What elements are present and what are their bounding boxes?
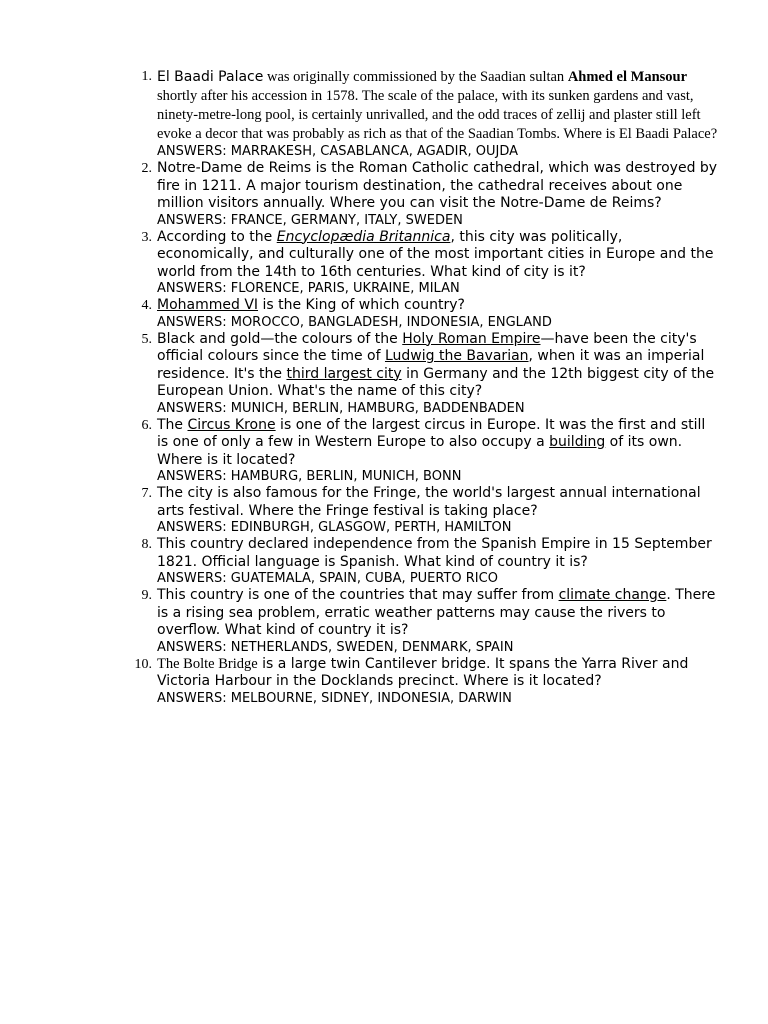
answer-options: ANSWERS: MUNICH, BERLIN, HAMBURG, BADDENBADEN	[157, 400, 525, 416]
answer-options: ANSWERS: MELBOURNE, SIDNEY, INDONESIA, DARWIN	[157, 690, 512, 706]
question-number: 3.	[141, 229, 152, 245]
answer-options: ANSWERS: MOROCCO, BANGLADESH, INDONESIA, ENGLAND	[157, 314, 552, 330]
question-text: Notre-Dame de Reims is the Roman Catholic cathedral, which was destroyed by fire in 1211. A major tourism destination, the cathedral receives about one million visitors annually. Where you can visit the Notre-Dame de Reims?	[157, 160, 718, 211]
question-text-segment: . There is a rising sea problem, erratic weather patterns may cause the rivers to overflow. What kind of country it is?	[157, 587, 716, 638]
question-item	[130, 587, 720, 656]
answer-options: ANSWERS: MARRAKESH, CASABLANCA, AGADIR, OUJDA	[157, 144, 519, 159]
answer-options: ANSWERS: NETHERLANDS, SWEDEN, DENMARK, SPAIN	[157, 639, 514, 655]
question-text	[157, 331, 720, 401]
link-holy-roman-empire[interactable]: Holy Roman Empire	[402, 330, 541, 347]
question-text-segment: The Bolte Bridge	[157, 655, 258, 672]
question-item	[130, 536, 720, 587]
link-mohammed-vi[interactable]: Mohammed VI	[157, 297, 259, 313]
question-number: 9.	[141, 588, 152, 603]
link-building[interactable]: building	[549, 434, 606, 450]
question-text-segment: According to the	[157, 228, 277, 245]
question-text-segment: shortly after his accession in 1578. The scale of the palace, with its sunken gardens and vast, ninety-metre-long pool, is certainly unrivalled, and the odd traces of zellij and plaster still left evoke a decor that was probably as rich as that of the Saadian Tombs. Where is El Baadi Palace?	[157, 88, 718, 142]
question-item	[130, 68, 720, 160]
question-text-segment: is a large twin Cantilever bridge. It spans the Yarra River and Victoria Harbour in the Docklands precinct. Where is it located?	[157, 655, 689, 689]
question-number: 8.	[141, 537, 152, 552]
question-text-segment: was originally commissioned by the Saadian sultan	[263, 69, 568, 85]
link-circus-krone[interactable]: Circus Krone	[187, 416, 276, 433]
question-number: 1.	[141, 69, 152, 84]
question-text-segment: , this city was politically, economically, and culturally one of the most important cities in Europe and the world from the 14th to 16th centuries. What kind of city is it?	[157, 228, 714, 280]
question-number: 5.	[141, 331, 152, 347]
question-text-segment: —have been the city's official colours since the time of	[157, 330, 697, 364]
answer-options: ANSWERS: FRANCE, GERMANY, ITALY, SWEDEN	[157, 212, 463, 228]
question-text	[157, 587, 720, 640]
question-text-segment: is the King of which country?	[258, 297, 465, 313]
question-item	[130, 656, 720, 707]
question-item	[130, 229, 720, 298]
question-item	[130, 160, 720, 229]
question-number: 7.	[141, 486, 152, 501]
question-text-segment: , when it was an imperial residence. It's the	[157, 348, 705, 382]
question-text	[157, 229, 720, 282]
question-text-segment: of its own. Where is it located?	[157, 434, 683, 468]
answer-options: ANSWERS: FLORENCE, PARIS, UKRAINE, MILAN	[157, 281, 460, 296]
question-text-bold: Ahmed el Mansour	[567, 69, 688, 85]
question-text	[157, 68, 720, 144]
answer-options: ANSWERS: EDINBURGH, GLASGOW, PERTH, HAMILTON	[157, 520, 512, 535]
question-text-segment: Black and gold—the colours of the	[157, 330, 403, 347]
question-text-segment: in Germany and the 12th biggest city of the European Union. What's the name of this city?	[157, 365, 715, 399]
link-third-largest-city[interactable]: third largest city	[286, 365, 402, 382]
link-climate-change[interactable]: climate change	[558, 587, 667, 603]
answer-options: ANSWERS: HAMBURG, BERLIN, MUNICH, BONN	[157, 469, 462, 484]
link-encyclopaedia-britannica[interactable]: Encyclopædia Britannica	[276, 228, 451, 245]
question-text: This country declared independence from the Spanish Empire in 15 September 1821. Official language is Spanish. What kind of country it is?	[157, 536, 712, 570]
question-item	[130, 417, 720, 486]
question-text-segment: The	[157, 416, 188, 433]
question-list	[130, 68, 720, 707]
question-number: 10.	[134, 656, 152, 672]
question-number: 6.	[141, 417, 152, 433]
question-item	[130, 297, 720, 331]
question-text	[157, 656, 720, 691]
question-text-segment: This country is one of the countries that may suffer from	[157, 587, 559, 603]
question-text	[157, 297, 720, 315]
link-ludwig-the-bavarian[interactable]: Ludwig the Bavarian	[384, 348, 529, 364]
question-item	[130, 485, 720, 536]
question-number: 2.	[141, 161, 152, 176]
answer-options: ANSWERS: GUATEMALA, SPAIN, CUBA, PUERTO RICO	[157, 571, 498, 586]
question-text-segment: El Baadi Palace	[157, 69, 264, 85]
question-number: 4.	[141, 298, 152, 313]
question-text	[157, 417, 720, 470]
question-item	[130, 331, 720, 417]
question-text: The city is also famous for the Fringe, the world's largest annual international arts festival. Where the Fringe festival is taking place?	[157, 485, 701, 519]
question-text-segment: is one of the largest circus in Europe. It was the first and still is one of only a few in Western Europe to also occupy a	[157, 416, 706, 450]
